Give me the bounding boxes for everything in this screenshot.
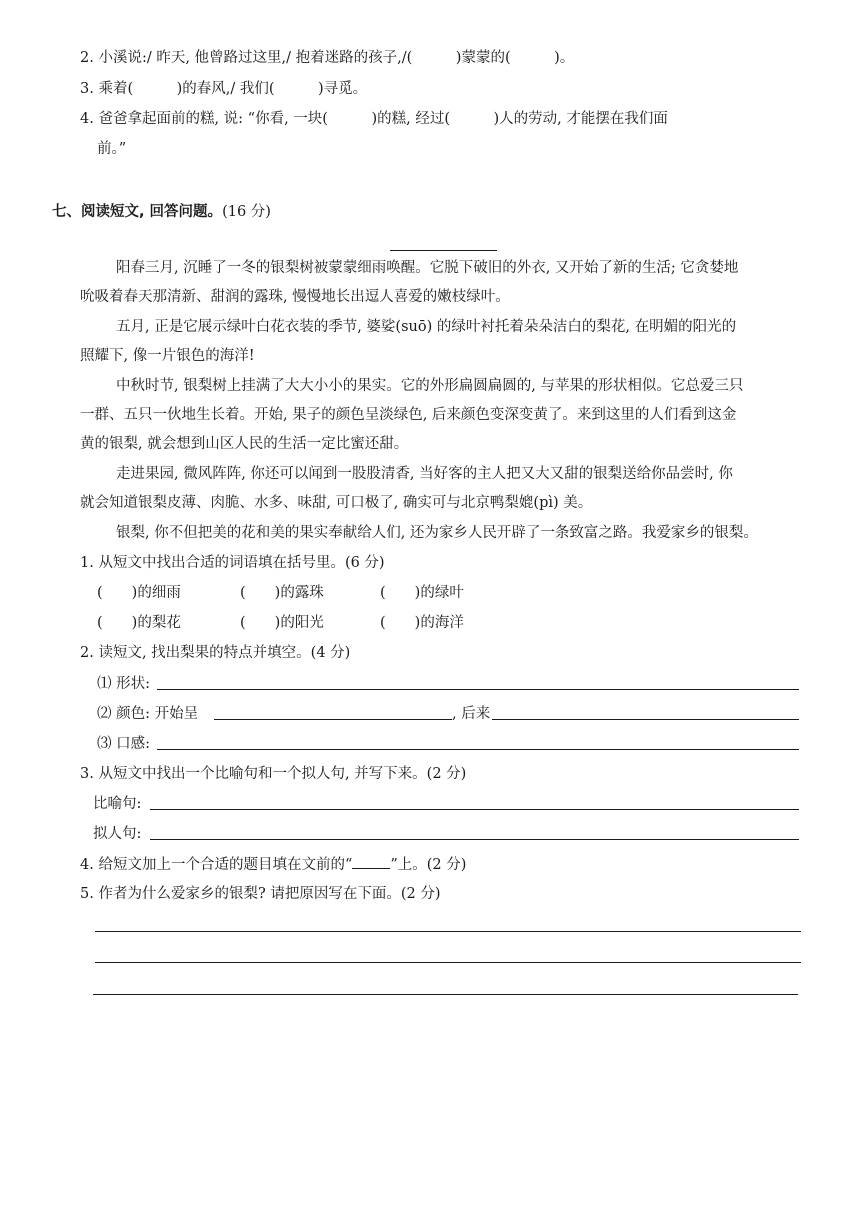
- q2-shape-line[interactable]: [157, 689, 799, 690]
- q5-prompt: 5. 作者为什么爱家乡的银梨? 请把原因写在下面。(2 分): [80, 886, 441, 902]
- passage-p1-line1: 阳春三月, 沉睡了一冬的银梨树被蒙蒙细雨唤醒。它脱下破旧的外衣, 又开始了新的生活; 它贪婪地: [116, 260, 739, 276]
- q1-prompt: 1. 从短文中找出合适的词语填在括号里。(6 分): [80, 555, 385, 571]
- q3-personification-line[interactable]: [150, 839, 799, 840]
- title-blank-line[interactable]: [390, 250, 497, 251]
- passage-p5-line1: 银梨, 你不但把美的花和美的果实奉献给人们, 还为家乡人民开辟了一条致富之路。我爱家乡的银梨。: [116, 525, 758, 541]
- q5-answer-line-1[interactable]: [95, 931, 801, 932]
- q2-prompt: 2. 读短文, 找出梨果的特点并填空。(4 分): [80, 645, 351, 661]
- sec6-q4-line2: 前。”: [97, 141, 127, 157]
- q3-personification-label: 拟人句:: [93, 826, 142, 842]
- q4-title-blank[interactable]: [352, 854, 390, 869]
- q1-blank-5[interactable]: ( )的阳光: [240, 615, 324, 631]
- section-heading-score: (16 分): [222, 204, 271, 220]
- section-heading: [52, 202, 271, 222]
- passage-p3-line1: 中秋时节, 银梨树上挂满了大大小小的果实。它的外形扁圆扁圆的, 与苹果的形状相似。它总爱三只: [116, 378, 744, 394]
- q2-shape-label: ⑴ 形状:: [97, 676, 150, 692]
- q2-color-start-line[interactable]: [214, 719, 452, 720]
- passage-p2-line1: 五月, 正是它展示绿叶白花衣装的季节, 婆娑(suō) 的绿叶衬托着朵朵洁白的梨花, 在明媚的阳光的: [116, 319, 737, 335]
- q2-taste-line[interactable]: [157, 749, 799, 750]
- sec6-q2: 2. 小溪说:/ 昨天, 他曾路过这里,/ 抱着迷路的孩子,/( )蒙蒙的( )。: [80, 50, 575, 66]
- q2-taste-label: ⑶ 口感:: [97, 736, 150, 752]
- q5-answer-line-3[interactable]: [93, 994, 798, 995]
- passage-p3-line2: 一群、五只一伙地生长着。开始, 果子的颜色呈淡绿色, 后来颜色变深变黄了。来到这里的人们看到这金: [80, 407, 737, 423]
- q4-prompt-end: ”上。(2 分): [390, 857, 467, 873]
- q1-blank-3[interactable]: ( )的绿叶: [380, 585, 464, 601]
- passage-p4-line1: 走进果园, 微风阵阵, 你还可以闻到一股股清香, 当好客的主人把又大又甜的银梨送给你品尝时, 你: [116, 466, 733, 482]
- passage-p2-line2: 照耀下, 像一片银色的海洋!: [80, 348, 255, 364]
- sec6-q4-line1: 4. 爸爸拿起面前的糕, 说: “你看, 一块( )的糕, 经过( )人的劳动, 才能摆在我们面: [80, 111, 668, 127]
- q1-blank-6[interactable]: ( )的海洋: [380, 615, 464, 631]
- q3-prompt: 3. 从短文中找出一个比喻句和一个拟人句, 并写下来。(2 分): [80, 766, 467, 782]
- q2-color-later-line[interactable]: [492, 719, 799, 720]
- q4-prompt: [80, 854, 466, 875]
- q3-simile-line[interactable]: [150, 809, 799, 810]
- section-heading-title: 七、阅读短文, 回答问题。: [52, 204, 223, 220]
- q1-blank-1[interactable]: ( )的细雨: [97, 585, 181, 601]
- q3-simile-label: 比喻句:: [93, 796, 142, 812]
- passage-p3-line3: 黄的银梨, 就会想到山区人民的生活一定比蜜还甜。: [80, 436, 409, 452]
- q5-answer-line-2[interactable]: [95, 962, 801, 963]
- passage-p4-line2: 就会知道银梨皮薄、肉脆、水多、味甜, 可口极了, 确实可与北京鸭梨媲(pì) 美。: [80, 495, 593, 511]
- q4-prompt-start: 4. 给短文加上一个合适的题目填在文前的“: [80, 857, 353, 873]
- sec6-q3: 3. 乘着( )的春风,/ 我们( )寻觅。: [80, 81, 368, 97]
- q2-color-label: ⑵ 颜色: 开始呈: [97, 706, 199, 722]
- q1-blank-2[interactable]: ( )的露珠: [240, 585, 324, 601]
- passage-p1-line2: 吮吸着春天那清新、甜润的露珠, 慢慢地长出逗人喜爱的嫩枝绿叶。: [80, 289, 510, 305]
- q2-color-later-label: , 后来: [452, 706, 491, 722]
- q1-blank-4[interactable]: ( )的梨花: [97, 615, 181, 631]
